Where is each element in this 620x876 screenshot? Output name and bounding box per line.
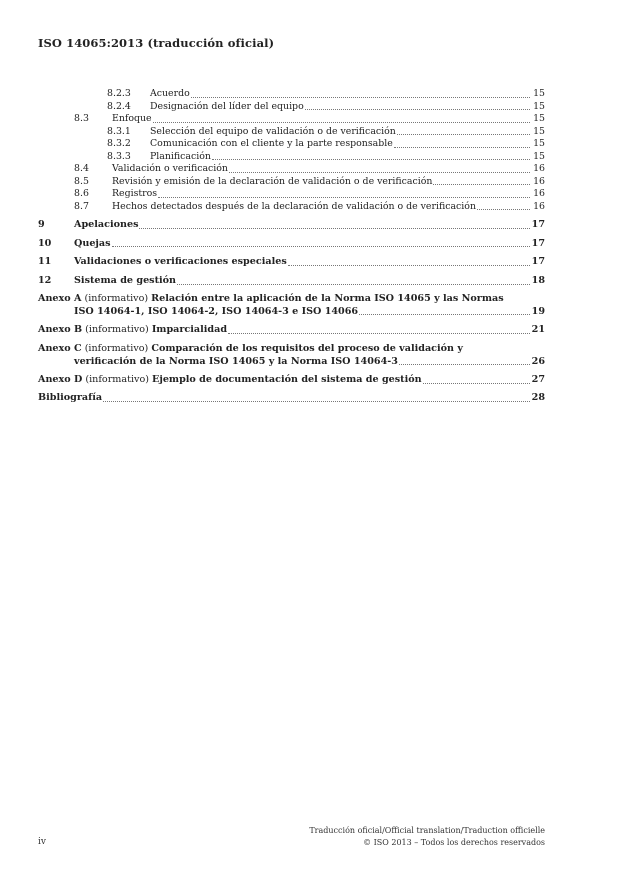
annex-title-line1: Comparación de los requisitos del proceso de validación y — [151, 343, 463, 354]
toc-page: 15 — [533, 138, 545, 149]
toc-number: 8.3.3 — [107, 150, 131, 162]
toc-number: 8.3.2 — [107, 138, 131, 149]
toc-leader-dots — [433, 176, 530, 186]
toc-annex-b[interactable] — [38, 324, 545, 337]
toc-number: 9 — [38, 219, 45, 230]
toc-number: 8.3 — [74, 113, 89, 124]
toc-entry-8-6[interactable] — [38, 188, 545, 201]
toc-text: Designación del líder del equipo — [150, 100, 304, 112]
toc-page: 19 — [531, 305, 545, 317]
toc-annex-c[interactable] — [38, 343, 545, 368]
toc-leader-dots — [397, 126, 530, 136]
toc-text: Quejas — [74, 237, 111, 249]
toc-leader-dots — [423, 374, 530, 384]
toc-leader-dots — [305, 101, 530, 111]
toc-entry-8-3[interactable] — [38, 113, 545, 126]
toc-page: 15 — [533, 100, 545, 112]
toc-chapter-9[interactable] — [38, 219, 545, 232]
toc-entry-8-3-2[interactable] — [38, 138, 545, 151]
annex-title-line2: ISO 14064-1, ISO 14064-2, ISO 14064-3 e ISO 14066 — [74, 305, 359, 317]
toc-leader-dots — [477, 201, 530, 211]
toc-leader-dots — [399, 356, 530, 366]
toc-page: 21 — [531, 324, 545, 335]
toc-page: 16 — [533, 200, 545, 212]
toc-entry-8-3-3[interactable] — [38, 151, 545, 164]
toc-text: Validaciones o verificaciones especiales — [74, 256, 287, 267]
toc-chapter-10[interactable] — [38, 238, 545, 251]
toc-page: 17 — [531, 219, 545, 230]
toc-leader-dots — [229, 163, 530, 173]
toc-text: Selección del equipo de validación o de verificación — [150, 125, 396, 137]
toc-leader-dots — [212, 151, 530, 161]
toc-number: 8.7 — [74, 200, 89, 212]
toc-page: 28 — [531, 392, 545, 403]
annex-label: Anexo B — [38, 324, 83, 335]
toc-text: Sistema de gestión — [74, 275, 177, 286]
toc-number: 8.2.3 — [107, 88, 131, 99]
annex-title-line2: verificación de la Norma ISO 14065 y la Norma ISO 14064-3 — [74, 355, 398, 367]
toc-page: 16 — [533, 163, 545, 174]
footer-page-number: iv — [38, 837, 46, 847]
toc-chapter-12[interactable] — [38, 275, 545, 288]
annex-title: Imparcialidad — [151, 324, 228, 335]
toc-entry-8-7[interactable] — [38, 201, 545, 214]
toc-page: 15 — [533, 88, 545, 99]
toc-number: 8.6 — [74, 188, 89, 199]
toc-text: Acuerdo — [150, 88, 190, 99]
toc-entry-8-2-3[interactable] — [38, 88, 545, 101]
toc-number: 8.4 — [74, 163, 89, 174]
toc-number: 11 — [38, 256, 52, 267]
toc-annex-d[interactable] — [38, 374, 545, 387]
toc-text: Validación o verificación — [112, 163, 228, 174]
annex-type: (informativo) — [84, 343, 149, 354]
toc-text: Planificación — [150, 150, 211, 162]
annex-label: Anexo C — [38, 343, 82, 354]
annex-label: Anexo A — [38, 293, 82, 304]
toc-number: 8.5 — [74, 175, 89, 187]
toc-leader-dots — [191, 88, 530, 98]
toc-entry-8-5[interactable] — [38, 176, 545, 189]
toc-text: Comunicación con el cliente y la parte responsable — [150, 138, 393, 149]
footer-translation-note: Traducción oficial/Official translation/Traduction officielle — [309, 826, 545, 835]
toc-leader-dots — [228, 324, 530, 334]
toc-entry-8-2-4[interactable] — [38, 101, 545, 114]
annex-type: (informativo) — [85, 374, 149, 385]
toc-text: Bibliografía — [38, 392, 103, 403]
toc-text: Hechos detectados después de la declaración de validación o de verificación — [112, 200, 476, 212]
toc-number: 8.3.1 — [107, 125, 131, 137]
toc-leader-dots — [177, 275, 530, 285]
toc-page: 15 — [533, 150, 545, 162]
footer-copyright-line: © ISO 2013 – Todos los derechos reservados — [363, 837, 545, 847]
toc-leader-dots — [158, 188, 530, 198]
annex-type: (informativo) — [84, 293, 149, 304]
toc-page: 17 — [531, 237, 545, 249]
toc-text: Enfoque — [112, 113, 152, 124]
annex-title: Ejemplo de documentación del sistema de gestión — [152, 374, 422, 385]
toc-leader-dots — [103, 392, 530, 402]
toc-leader-dots — [394, 138, 530, 148]
toc-number: 12 — [38, 275, 52, 286]
toc-page: 16 — [533, 175, 545, 187]
annex-type: (informativo) — [85, 324, 149, 335]
toc-chapter-11[interactable] — [38, 256, 545, 269]
toc-page: 15 — [533, 113, 545, 124]
toc-leader-dots — [112, 238, 530, 248]
toc-text: Registros — [112, 188, 158, 199]
toc-entry-8-3-1[interactable] — [38, 126, 545, 139]
footer-copyright — [309, 825, 545, 848]
toc-text: Revisión y emisión de la declaración de validación o de verificación — [112, 175, 433, 187]
toc-annex-a[interactable] — [38, 293, 545, 318]
annex-title-line1: Relación entre la aplicación de la Norma ISO 14065 y las Normas — [151, 293, 504, 304]
toc-leader-dots — [153, 113, 530, 123]
toc-page: 18 — [531, 275, 545, 286]
toc-page: 15 — [533, 125, 545, 137]
toc-page: 27 — [531, 374, 545, 385]
toc-number: 8.2.4 — [107, 100, 131, 112]
toc-leader-dots — [359, 306, 530, 316]
toc-page: 16 — [533, 188, 545, 199]
toc-entry-8-4[interactable] — [38, 163, 545, 176]
toc-text: Apelaciones — [74, 219, 139, 230]
toc-page: 17 — [531, 256, 545, 267]
toc-bibliography[interactable] — [38, 392, 545, 405]
toc-leader-dots — [288, 256, 530, 266]
toc-leader-dots — [139, 219, 530, 229]
toc-number: 10 — [38, 237, 52, 249]
document-header-title: ISO 14065:2013 (traducción oficial) — [38, 36, 275, 50]
toc-page: 26 — [531, 355, 545, 367]
annex-label: Anexo D — [38, 374, 83, 385]
